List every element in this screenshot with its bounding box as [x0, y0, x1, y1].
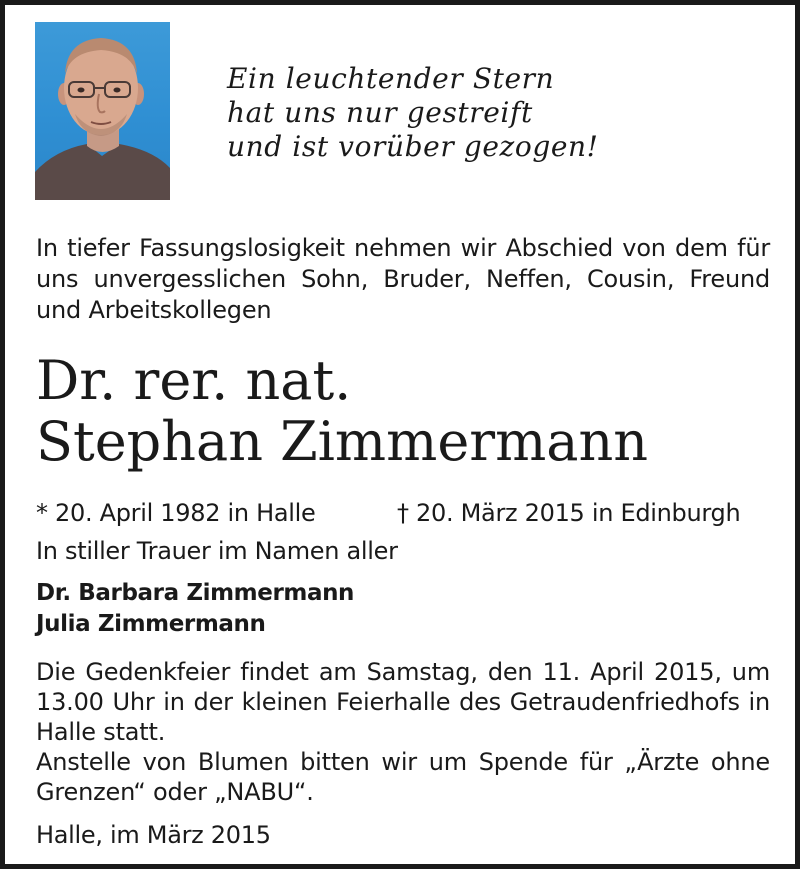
portrait-photo: [35, 22, 170, 200]
ceremony-text: Die Gedenkfeier findet am Samstag, den 11. April 2015, um 13.00 Uhr in der kleinen Feierhalle des Getraudenfriedhofs in Halle statt.: [36, 658, 770, 746]
quote-line: Ein leuchtender Stern: [227, 62, 555, 95]
ceremony-info: [36, 657, 770, 807]
mourner-name: Julia Zimmermann: [36, 611, 266, 637]
mourner-name: Dr. Barbara Zimmermann: [36, 580, 355, 606]
deceased-name-block: [36, 350, 648, 472]
intro-text: In tiefer Fassungslosigkeit nehmen wir Abschied von dem für uns unvergesslichen Sohn, Bruder, Neffen, Cousin, Freund und Arbeitskollegen: [36, 234, 770, 324]
donation-text: Anstelle von Blumen bitten wir um Spende für „Ärzte ohne Grenzen“ oder „NABU“.: [36, 748, 770, 806]
death-date: † 20. März 2015 in Edinburgh: [397, 499, 741, 527]
mourning-line: In stiller Trauer im Namen aller: [36, 537, 398, 565]
place-date: Halle, im März 2015: [36, 821, 271, 849]
memorial-quote: [227, 62, 599, 164]
mourners-list: [36, 578, 354, 640]
quote-line: hat uns nur gestreift: [227, 96, 533, 129]
deceased-title: Dr. rer. nat.: [36, 349, 352, 412]
birth-date: * 20. April 1982 in Halle: [36, 499, 316, 527]
deceased-name: Stephan Zimmermann: [36, 410, 649, 473]
portrait-image: [35, 22, 170, 200]
quote-line: und ist vorüber gezogen!: [227, 130, 599, 163]
